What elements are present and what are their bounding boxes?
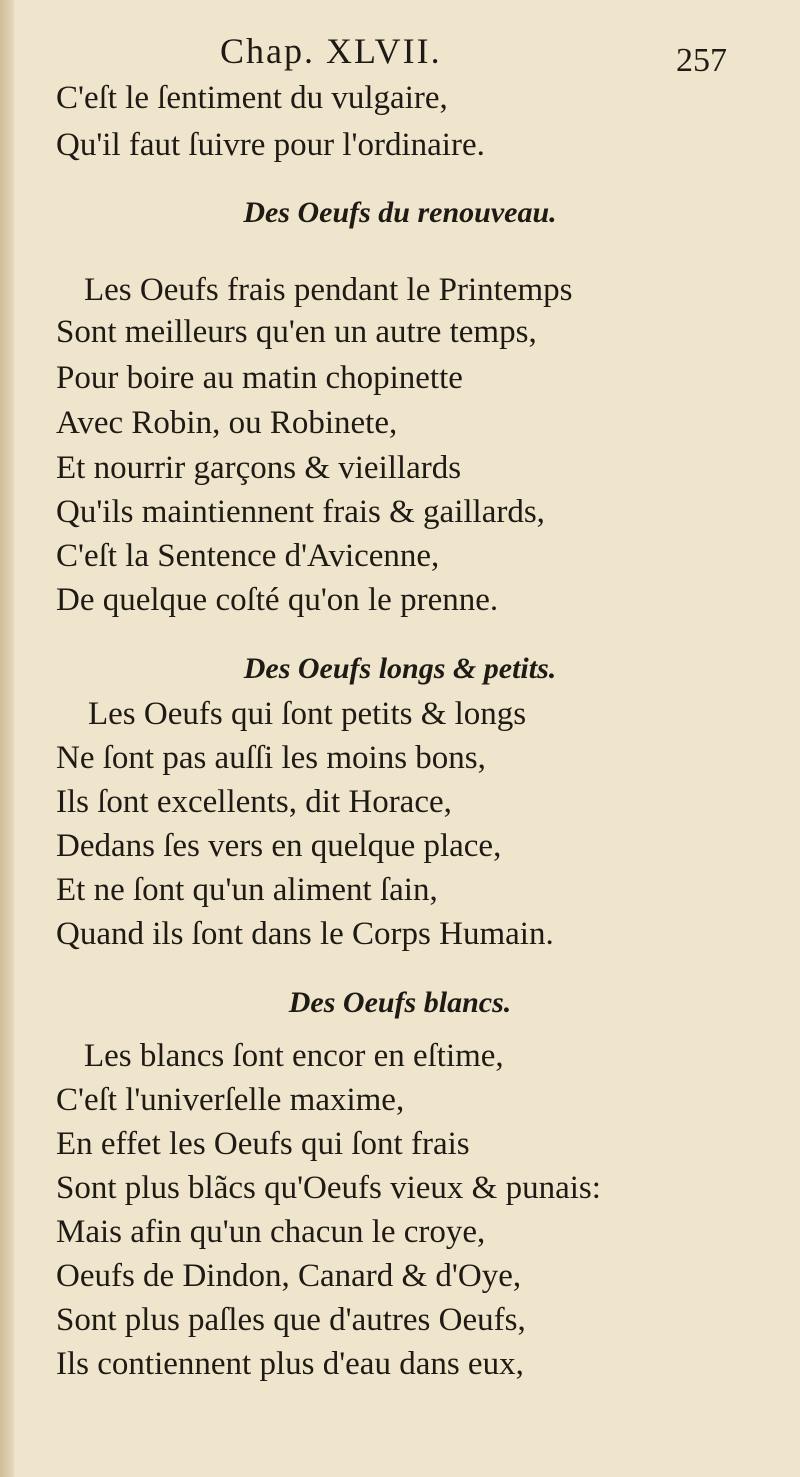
verse-line: De quelque coſté qu'on le prenne. [56,582,499,618]
section-heading: Des Oeufs blancs. [288,986,512,1019]
verse-line: Les Oeufs qui ſont petits & longs [88,696,527,732]
verse-line: Les Oeufs frais pendant le Printemps [84,272,573,308]
verse-line: Mais afin qu'un chacun le croye, [56,1214,486,1250]
page-header [0,30,800,80]
verse-line: Avec Robin, ou Robinete, [56,405,398,441]
page-number: 257 [676,42,727,79]
verse-line: Quand ils ſont dans le Corps Humain. [56,916,554,952]
section-heading: Des Oeufs du renouveau. [243,196,557,229]
verse-line: Les blancs ſont encor en eſtime, [84,1038,504,1074]
verse-line: Ne ſont pas auſſi les moins bons, [56,740,486,776]
verse-line: Dedans ſes vers en quelque place, [56,828,502,864]
running-head: Chap. XLVII. [220,31,442,71]
verse-line: Ils contiennent plus d'eau dans eux, [56,1346,524,1382]
verse-line: C'eſt la Sentence d'Avicenne, [56,538,440,574]
verse-line: Et nourrir garçons & vieillards [56,450,462,486]
verse-line: Sont plus paſles que d'autres Oeufs, [56,1302,526,1338]
verse-line: En effet les Oeufs qui ſont frais [56,1126,470,1162]
verse-line: C'eſt le ſentiment du vulgaire, [56,80,448,116]
verse-line: C'eſt l'univerſelle maxime, [56,1082,405,1118]
verse-line: Qu'ils maintiennent frais & gaillards, [56,494,545,530]
verse-line: Sont meilleurs qu'en un autre temps, [56,314,537,350]
verse-line: Sont plus blãcs qu'Oeufs vieux & punais: [56,1170,601,1206]
verse-line: Qu'il faut ſuivre pour l'ordinaire. [56,127,485,163]
verse-line: Ils ſont excellents, dit Horace, [56,784,452,820]
verse-line: Et ne ſont qu'un aliment ſain, [56,872,438,908]
section-heading: Des Oeufs longs & petits. [243,652,557,685]
verse-line: Pour boire au matin chopinette [56,360,463,396]
verse-line: Oeufs de Dindon, Canard & d'Oye, [56,1258,522,1294]
